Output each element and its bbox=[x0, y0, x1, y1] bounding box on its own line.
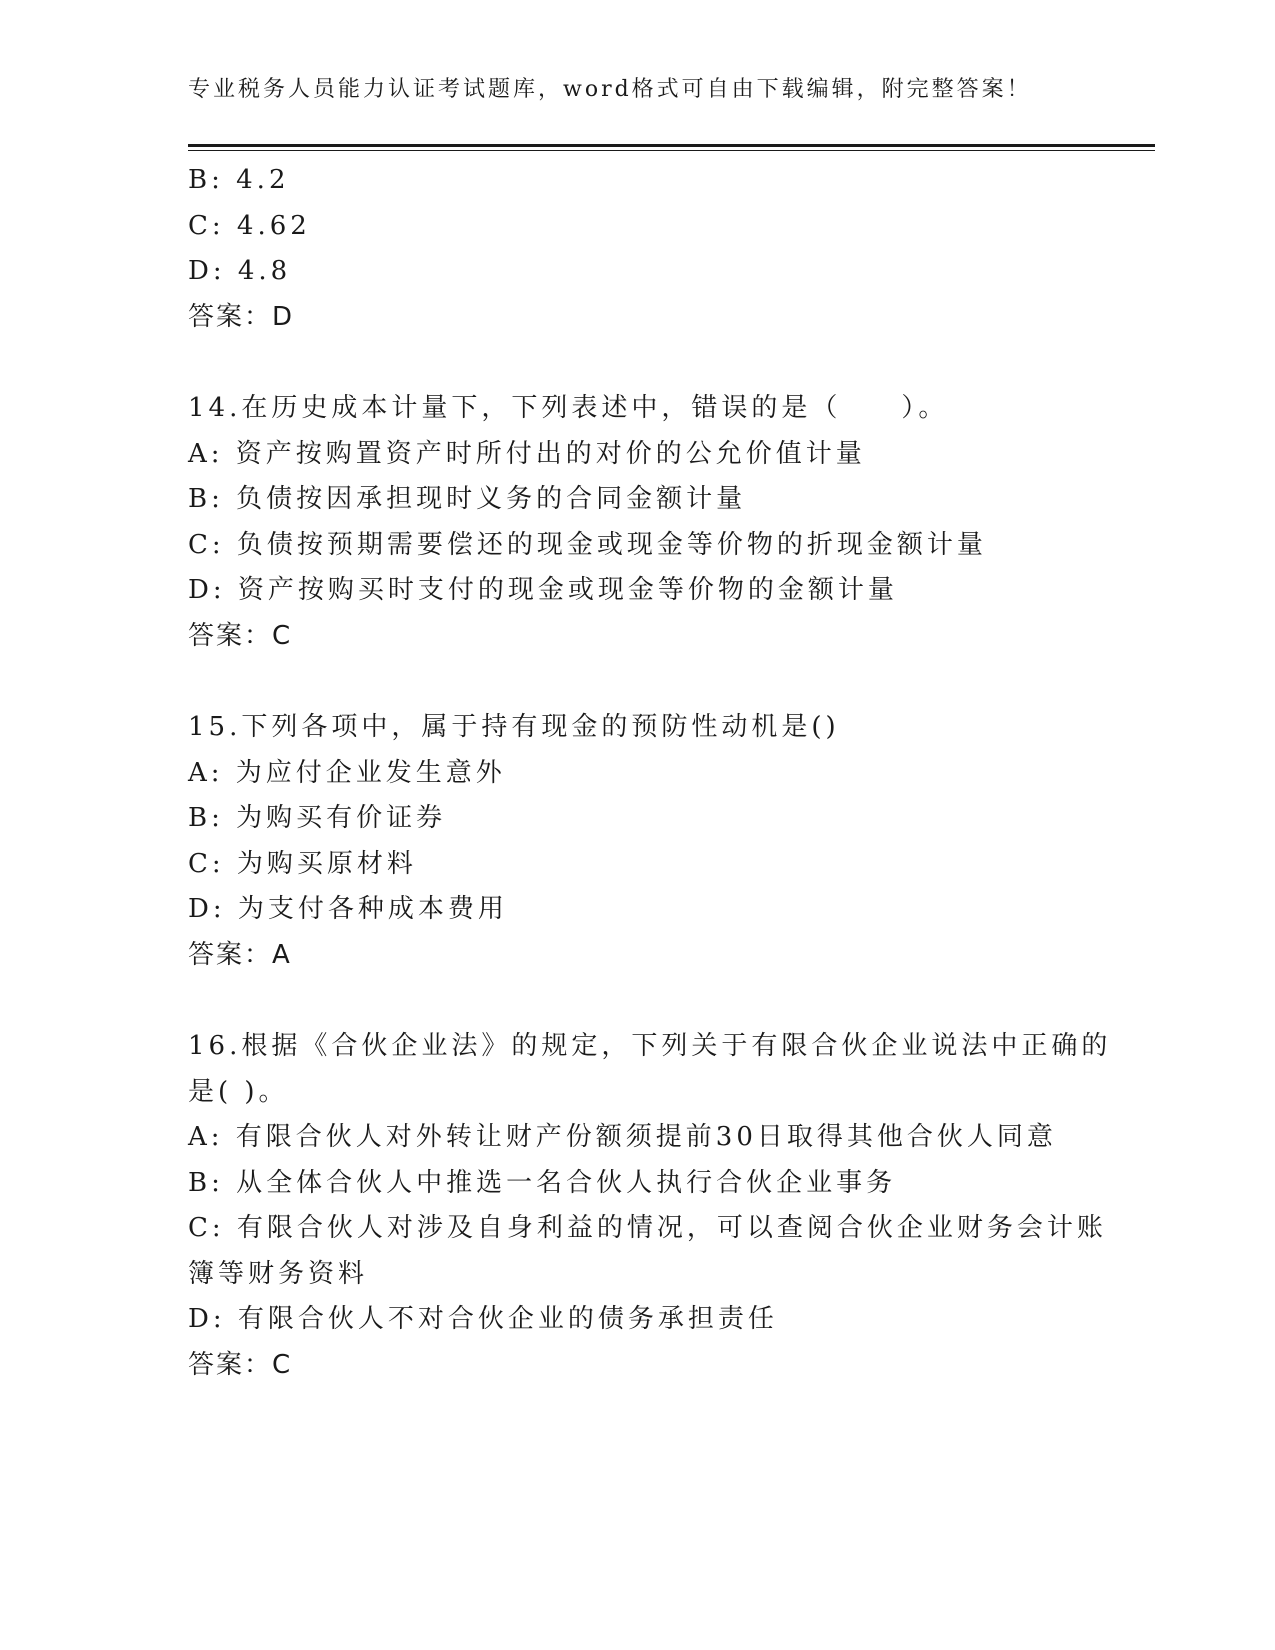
question-16 bbox=[188, 1024, 1112, 1388]
question-14 bbox=[188, 386, 1088, 659]
answer: 答案：A bbox=[188, 939, 292, 970]
answer: 答案：C bbox=[188, 620, 293, 651]
question-stem: 16.根据《合伙企业法》的规定，下列关于有限合伙企业说法中正确的 bbox=[188, 1031, 1112, 1061]
option-d: D: 4.8 bbox=[188, 256, 292, 286]
option-d: D: 有限合伙人不对合伙企业的债务承担责任 bbox=[188, 1304, 778, 1334]
answer: 答案：D bbox=[188, 301, 295, 332]
question-content bbox=[188, 158, 1112, 1388]
option-c: C: 4.62 bbox=[188, 210, 311, 241]
option-c: C: 为购买原材料 bbox=[188, 848, 417, 879]
page-header: 专业税务人员能力认证考试题库，word格式可自由下载编辑，附完整答案！ bbox=[188, 77, 1032, 102]
question-stem: 14.在历史成本计量下，下列表述中，错误的是（ ）。 bbox=[188, 393, 949, 423]
option-c-continued: 簿等财务资料 bbox=[188, 1258, 369, 1289]
option-b: B: 为购买有价证券 bbox=[188, 803, 447, 833]
question-stem-continued: 是( )。 bbox=[188, 1076, 289, 1107]
header-rule-thick bbox=[188, 144, 1155, 147]
question-stem: 15.下列各项中，属于持有现金的预防性动机是() bbox=[188, 712, 840, 742]
option-a: A: 为应付企业发生意外 bbox=[188, 757, 506, 788]
question-15 bbox=[188, 705, 1088, 978]
option-d: D: 为支付各种成本费用 bbox=[188, 894, 508, 924]
header-rule-thin bbox=[188, 150, 1155, 151]
prev-question bbox=[188, 158, 1088, 340]
option-c: C: 有限合伙人对涉及自身利益的情况，可以查阅合伙企业财务会计账 bbox=[188, 1213, 1107, 1243]
option-d: D: 资产按购买时支付的现金或现金等价物的金额计量 bbox=[188, 575, 898, 605]
option-b: B: 负债按因承担现时义务的合同金额计量 bbox=[188, 484, 747, 514]
answer: 答案：C bbox=[188, 1349, 293, 1380]
option-a: A: 资产按购置资产时所付出的对价的公允价值计量 bbox=[188, 438, 866, 469]
option-a: A: 有限合伙人对外转让财产份额须提前30日取得其他合伙人同意 bbox=[188, 1122, 1057, 1152]
option-b: B: 4.2 bbox=[188, 165, 290, 195]
option-c: C: 负债按预期需要偿还的现金或现金等价物的折现金额计量 bbox=[188, 529, 987, 560]
option-b: B: 从全体合伙人中推选一名合伙人执行合伙企业事务 bbox=[188, 1167, 897, 1198]
